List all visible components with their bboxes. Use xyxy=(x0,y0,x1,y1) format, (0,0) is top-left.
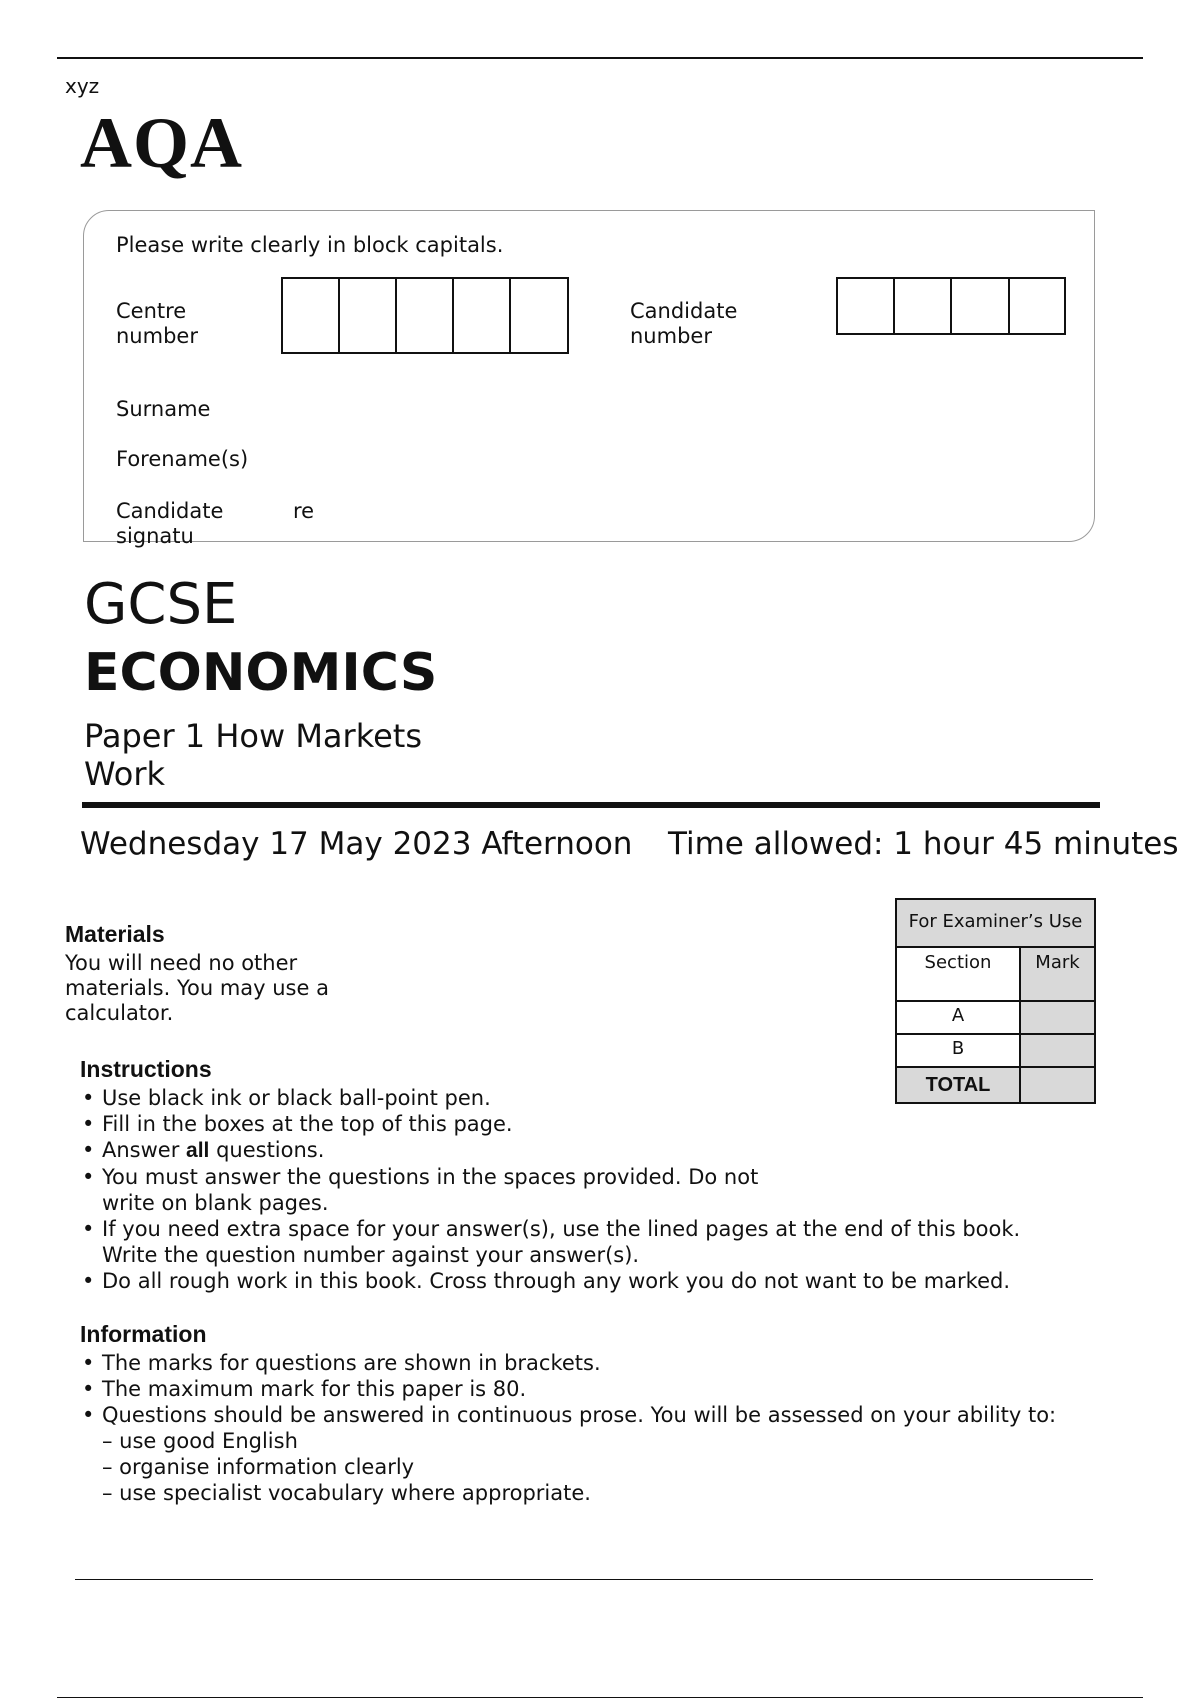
candidate-number-box[interactable] xyxy=(895,279,952,333)
top-rule xyxy=(57,57,1143,59)
section-b-mark xyxy=(1020,1034,1095,1067)
instruction-item: • You must answer the questions in the spaces provided. Do not write on blank pages. xyxy=(80,1164,802,1216)
materials-heading: Materials xyxy=(65,921,165,947)
candidate-number-boxes[interactable] xyxy=(836,277,1066,335)
footer-rule xyxy=(75,1579,1093,1580)
bottom-rule xyxy=(57,1697,1143,1698)
surname-label: Surname xyxy=(116,397,211,421)
answer-text-post: questions. xyxy=(209,1138,325,1162)
mark-column-header: Mark xyxy=(1020,947,1095,1001)
candidate-details-card xyxy=(83,210,1095,548)
block-capitals-instruction: Please write clearly in block capitals. xyxy=(116,233,504,257)
information-list xyxy=(80,1350,1160,1428)
qualification-title: GCSE xyxy=(84,572,238,637)
instructions-heading: Instructions xyxy=(80,1056,212,1082)
information-item: • Questions should be answered in continuous prose. You will be assessed on your ability to: xyxy=(80,1402,1160,1428)
instruction-item: • Do all rough work in this book. Cross through any work you do not want to be marked. xyxy=(80,1268,1140,1294)
candidate-signature-label-end: re xyxy=(293,499,315,523)
instruction-item-answer-all xyxy=(80,1137,1140,1164)
centre-number-box[interactable] xyxy=(454,279,511,352)
centre-number-box[interactable] xyxy=(283,279,340,352)
information-item: • The marks for questions are shown in brackets. xyxy=(80,1350,1160,1376)
candidate-number-box[interactable] xyxy=(952,279,1010,333)
instruction-item: • Use black ink or black ball-point pen. xyxy=(80,1085,1140,1111)
section-column-header: Section xyxy=(896,947,1020,1001)
title-divider xyxy=(82,802,1100,808)
time-allowed: Time allowed: 1 hour 45 minutes xyxy=(668,826,1179,862)
forenames-label: Forename(s) xyxy=(116,447,249,471)
assessment-criterion: – organise information clearly xyxy=(102,1455,415,1479)
centre-number-boxes[interactable] xyxy=(281,277,569,354)
instructions-list xyxy=(80,1085,1140,1294)
subject-title: ECONOMICS xyxy=(84,643,438,703)
answer-text-pre: Answer xyxy=(102,1138,187,1162)
answer-text-bold: all xyxy=(186,1139,210,1162)
candidate-signature-label: Candidate signatu xyxy=(116,499,224,548)
information-heading: Information xyxy=(80,1321,207,1347)
section-a-mark xyxy=(1020,1001,1095,1034)
paper-code: xyz xyxy=(65,74,100,98)
centre-number-box[interactable] xyxy=(397,279,454,352)
centre-number-label: Centre number xyxy=(116,299,198,348)
candidate-number-box[interactable] xyxy=(1010,279,1064,333)
assessment-criterion: – use specialist vocabulary where appropriate. xyxy=(102,1481,591,1505)
aqa-logo: AQA xyxy=(80,103,243,183)
section-b-cell: B xyxy=(896,1034,1020,1067)
paper-title: Paper 1 How Markets Work xyxy=(84,717,422,793)
candidate-number-box[interactable] xyxy=(838,279,895,333)
materials-text: You will need no other materials. You may use a calculator. xyxy=(65,951,329,1025)
centre-number-box[interactable] xyxy=(511,279,567,352)
assessment-criterion: – use good English xyxy=(102,1429,298,1453)
exam-date: Wednesday 17 May 2023 Afternoon xyxy=(80,826,633,862)
candidate-number-label: Candidate number xyxy=(630,299,738,348)
total-cell: TOTAL xyxy=(896,1067,1020,1103)
examiner-table-title: For Examiner’s Use xyxy=(896,899,1095,947)
centre-number-box[interactable] xyxy=(340,279,397,352)
assessment-criteria-list xyxy=(80,1428,902,1506)
information-item: • The maximum mark for this paper is 80. xyxy=(80,1376,1160,1402)
instruction-item: • Fill in the boxes at the top of this page. xyxy=(80,1111,1140,1137)
examiner-use-table xyxy=(895,898,1096,1104)
instruction-item: • If you need extra space for your answer(s), use the lined pages at the end of this book. Write the question number against your answer(s). xyxy=(80,1216,1042,1268)
section-a-cell: A xyxy=(896,1001,1020,1034)
